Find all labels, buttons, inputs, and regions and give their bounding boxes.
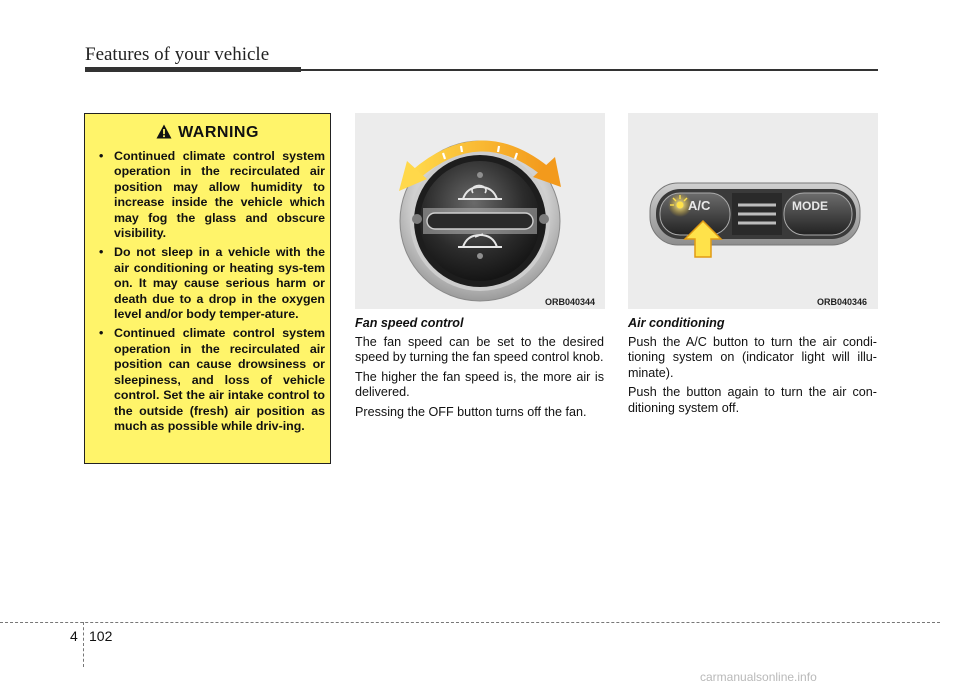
- body-paragraph: Push the A/C button to turn the air condi-tioning system on (indicator light will illu-minate).: [628, 334, 877, 380]
- warning-item: • Do not sleep in a vehicle with the air conditioning or heating sys-tem on. It may cause serious harm or death due to a drop in the oxygen level and/or body temper-ature.: [93, 245, 325, 322]
- chapter-number: 4: [70, 628, 78, 644]
- ac-button-label: A/C: [688, 198, 711, 213]
- ac-button-figure: [628, 113, 878, 309]
- header-rule-thick: [85, 67, 301, 72]
- mode-button-label: MODE: [792, 199, 828, 213]
- air-conditioning-section: [628, 316, 877, 420]
- warning-triangle-icon: [156, 124, 172, 139]
- body-paragraph: Pressing the OFF button turns off the fan.: [355, 404, 587, 419]
- warning-item: • Continued climate control system operation in the recirculated air position may allow humidity to increase inside the vehicle which may fog the glass and obscure visibility.: [93, 149, 325, 241]
- fan-speed-knob-figure: [355, 113, 605, 309]
- body-paragraph: The fan speed can be set to the desired speed by turning the fan speed control knob.: [355, 334, 604, 364]
- figure-code: ORB040346: [817, 297, 868, 307]
- figure-code: ORB040344: [545, 297, 596, 307]
- ac-button-illustration: [628, 113, 878, 309]
- warning-box: [84, 113, 331, 464]
- footer-dashed-rule: [0, 622, 940, 623]
- footer-vertical-dashed-rule: [83, 622, 84, 667]
- body-paragraph: Push the button again to turn the air con-ditioning system off.: [628, 385, 877, 415]
- body-paragraph: The higher the fan speed is, the more air is delivered.: [355, 369, 604, 399]
- page-number: 102: [89, 628, 113, 644]
- section-title: Fan speed control: [355, 316, 464, 330]
- warning-item: • Continued climate control system operation in the recirculated air position can cause drowsiness or sleepiness, and loss of vehicle control. Set the air intake control to the outside (fresh) air position as much as possible while driv-ing.: [93, 326, 325, 434]
- header-rule-thin: [300, 69, 878, 71]
- page-header-title: Features of your vehicle: [85, 44, 270, 65]
- section-title: Air conditioning: [628, 316, 725, 330]
- fan-speed-section: [355, 316, 604, 424]
- warning-heading: [85, 124, 330, 142]
- warning-list: [93, 149, 325, 438]
- warning-title: WARNING: [178, 124, 259, 141]
- watermark-text: carmanualsonline.info: [700, 670, 817, 684]
- fan-speed-knob-illustration: [355, 113, 605, 309]
